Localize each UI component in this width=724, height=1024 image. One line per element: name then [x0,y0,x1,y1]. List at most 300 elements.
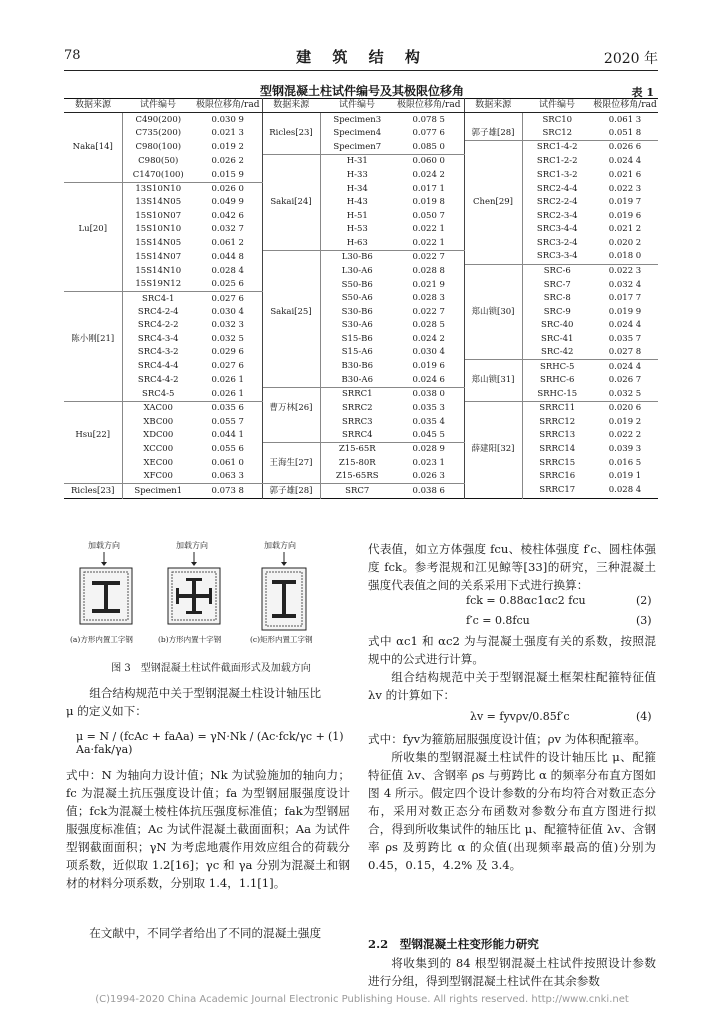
table-cell [262,223,320,236]
table-cell: SRC7 [345,485,370,496]
table-cell: SRRC3 [341,416,373,427]
table-cell: Chen[29] [464,196,522,209]
table-cell: SRC2-2-4 [536,197,578,208]
table-row [64,113,658,127]
table-cell: 0.028 3 [394,292,464,306]
table-cell [262,236,320,250]
equation-4-number: (4) [636,710,652,723]
load-direction-label-a: 加载方向 [88,541,120,550]
table-cell [262,278,320,292]
table-cell: S15-B6 [341,333,373,344]
table-cell: C1470(100) [122,168,194,182]
table-cell: 0.050 7 [394,210,464,223]
table-cell: 0.017 7 [608,293,642,304]
table-caption: 型钢混凝土柱试件编号及其极限位移角 [259,84,464,98]
table-row [64,210,658,223]
table-cell: 0.038 0 [394,388,464,402]
table-cell: S30-A6 [341,320,373,331]
table-cell: 郭子雄[28] [464,127,522,141]
table-cell: Lu[20] [64,223,122,236]
table-cell [464,292,522,306]
table-cell: 0.073 8 [194,484,262,498]
table-cell: 0.026 1 [194,388,262,402]
equation-3: f′c = 0.8fcu [466,614,530,627]
figure-c-label: (c)矩形内置工字钢 [250,635,313,644]
table-cell [464,360,522,374]
table-cell [262,292,320,306]
table-cell [464,182,522,196]
table-cell [464,402,522,416]
table-cell: 0.015 9 [194,168,262,182]
header-rule [64,70,658,71]
table-cell: H-63 [320,236,394,250]
table-cell [262,360,320,374]
table-row [64,292,658,306]
table-row [64,360,658,374]
table-cell: 0.039 3 [608,444,642,455]
table-cell [64,236,122,250]
table-cell [262,388,320,402]
table-row [64,429,658,443]
table-cell: 0.022 3 [608,183,642,194]
table-cell [262,250,320,264]
table-cell: SRC4-3-2 [137,347,179,358]
table-cell: Specimen7 [320,141,394,155]
table-cell: SRC4-1 [142,293,175,304]
table-cell: 0.032 3 [194,319,262,332]
table-cell: 0.035 4 [394,415,464,428]
paragraph-strength-values: 代表值，如立方体强度 fcu、棱柱体强度 f′c、圆柱体强度 fck。参考混规和江见鲸等[33]的研究，三种混凝土强度代表值之间的关系采用下式进行换算： [368,542,656,592]
table-cell [262,470,320,484]
table-cell: SRC4-3-4 [137,333,179,344]
table-header-cell: 数据来源 [262,99,320,113]
figure-caption: 图 3 型钢混凝土柱试件截面形式及加载方向 [111,663,311,674]
table-cell: XCC00 [143,444,174,455]
table-header-cell: 试件编号 [522,99,592,113]
table-cell [64,278,122,292]
table-cell: 0.055 7 [194,415,262,428]
table-cell: 0.028 4 [608,485,642,496]
table-cell: SRC3-4-4 [536,224,578,235]
table-cell [64,210,122,223]
table-cell: SRC-41 [541,333,574,344]
table-cell: 0.028 9 [394,443,464,457]
table-cell: Naka[14] [64,141,122,155]
table-cell: XFC00 [122,470,194,484]
table-row [64,374,658,388]
table-cell: XDC00 [143,430,174,441]
table-cell: Specimen1 [134,485,183,496]
table-row [64,415,658,428]
paragraph-axial-ratio-def: μ 的定义如下： [66,704,147,718]
table-cell: 0.030 4 [194,306,262,319]
table-cell: Z15-65R [338,444,376,455]
table-cell: 0.026 3 [394,470,464,484]
table-cell: 0.032 4 [608,279,642,290]
table-cell: SRC1-4-2 [536,142,578,153]
table-cell: 0.042 6 [194,210,262,223]
table-cell [64,415,122,428]
table-cell: 13S10N10 [135,184,182,195]
table-cell [262,155,320,169]
table-cell: 13S14N05 [135,197,182,208]
table-cell: 郭子雄[28] [262,484,320,498]
table-cell: 0.023 1 [394,457,464,470]
table-cell: 0.078 5 [394,113,464,127]
table-cell [464,333,522,346]
table-cell: 曹万林[26] [262,402,320,416]
table-cell: Specimen3 [333,114,382,125]
table-cell: C490(200) [135,114,182,125]
table-cell [64,388,122,402]
table-cell: Specimen4 [333,128,382,139]
table-cell [464,415,522,428]
table-cell [464,250,522,264]
table-cell: 0.019 2 [194,141,262,155]
table-cell: 0.028 8 [394,264,464,278]
table-row [64,333,658,346]
table-cell: Z15-80R [338,457,376,468]
table-cell: 0.027 6 [194,360,262,374]
paragraph-symbols-1: 式中：N 为轴向力设计值；Nk 为试验施加的轴向力；fc 为混凝土抗压强度设计值；fa 为型钢屈服强度设计值；fck为混凝土棱柱体抗压强度标准值；fak为型钢屈服强度标准值；Ac 为试件混凝土截面面积；Aa 为试件型钢截面面积；γN 为考虑地震作用效应组合的荷载分项系数，近似取 1.2[16]；γc 和 γa 分别为混凝土和钢材的材料分项系数，分别取 1.4，1.1[1]。 [66,768,350,890]
table-cell: 0.024 4 [608,156,642,166]
table-cell: 0.026 0 [194,182,262,196]
table-cell: 0.019 8 [394,196,464,209]
table-row [64,346,658,360]
table-cell: 0.026 7 [608,375,642,386]
table-cell [64,470,122,484]
table-cell [64,402,122,416]
table-header-cell: 试件编号 [122,99,194,113]
table-cell: SRRC4 [320,429,394,443]
table-cell: SRRC12 [539,416,576,427]
table-cell: SRC12 [522,127,592,141]
table-cell: B30-B6 [341,361,374,372]
table-cell: SRRC11 [539,403,576,414]
table-cell: SRHC-5 [540,361,575,372]
table-cell: 0.018 0 [592,250,658,264]
table-cell: 0.030 4 [394,346,464,360]
table-cell [64,346,122,360]
table-cell: 0.026 1 [194,374,262,388]
specimen-table [64,98,658,499]
table-row [64,127,658,141]
equation-2: fck = 0.88αc1αc2 fcu [466,594,586,607]
table-cell: 15S14N05 [135,237,182,248]
table-cell: 0.026 6 [608,142,642,153]
equation-4: λv = fyvρv/0.85f′c [470,710,570,723]
table-label: 表 1 [631,86,654,99]
figure-b-square-cross-steel [158,540,222,644]
table-cell: XBC00 [143,416,174,427]
table-row [64,484,658,498]
table-cell: Z15-65RS [320,470,394,484]
table-cell: SRC-6 [543,265,571,276]
table-cell: S15-A6 [341,347,373,358]
table-row [64,196,658,209]
table-cell [464,457,522,470]
table-cell: 0.026 2 [194,155,262,169]
equation-2-number: (2) [636,594,652,607]
equation-1: μ = N / (fcAc + faAa) = γN·Nk / (Ac·fck/γc + Aa·fak/γa) [76,730,325,756]
table-cell [262,168,320,182]
table-cell [464,113,522,127]
table-header-cell: 极限位移角/rad [194,99,262,113]
table-cell: 0.019 2 [608,416,642,427]
table-row [64,470,658,484]
table-cell: 0.020 2 [608,237,642,248]
table-cell: S50-B6 [341,279,373,290]
table-cell: 0.024 2 [394,333,464,346]
table-cell [64,168,122,182]
table-row [64,168,658,182]
figure-a-square-i-steel [70,540,133,644]
table-row [64,236,658,250]
table-cell: SRRC15 [539,457,576,468]
table-cell [64,319,122,332]
table-cell: 0.022 7 [394,306,464,319]
section-figure [66,538,346,650]
table-cell [64,306,122,319]
table-cell [64,457,122,470]
table-cell: 郑山锁[30] [464,306,522,319]
table-header-cell: 试件编号 [320,99,394,113]
table-cell: B30-A6 [320,374,394,388]
table-cell [464,484,522,498]
table-cell [64,127,122,141]
load-direction-label-c: 加载方向 [264,541,296,550]
table-cell: 0.022 3 [608,265,642,276]
table-cell: XAC00 [143,403,173,414]
table-cell [262,429,320,443]
table-cell [464,278,522,292]
table-cell [64,196,122,209]
table-cell: SRC2-4-4 [536,183,578,194]
paragraph-axial-ratio-intro: 组合结构规范中关于型钢混凝土柱设计轴压比 [89,686,322,700]
table-cell: 0.019 7 [608,197,642,208]
table-row [64,278,658,292]
table-cell: SRRC13 [539,430,576,441]
table-header-cell: 极限位移角/rad [394,99,464,113]
table-cell: 0.025 6 [194,278,262,292]
table-cell [464,236,522,250]
table-cell: 0.027 8 [592,346,658,360]
table-cell [262,210,320,223]
table-cell [464,470,522,484]
table-cell: 0.035 7 [608,333,642,344]
table-cell: 0.060 0 [394,155,464,169]
table-cell: 0.019 6 [608,210,642,221]
table-row [64,457,658,470]
table-cell: 0.049 9 [194,196,262,209]
table-cell [464,388,522,402]
table-cell: 0.019 6 [394,360,464,374]
table-cell: S30-B6 [341,307,373,318]
table-row [64,319,658,332]
table-cell: 0.044 8 [194,250,262,264]
table-cell: L30-A6 [341,265,373,276]
paragraph-strength-intro: 在文献中，不同学者给出了不同的混凝土强度 [89,926,322,940]
figure-b-label: (b)方形内置十字钢 [158,635,222,644]
table-cell: H-31 [346,156,368,167]
table-cell [262,141,320,155]
table-cell: 15S14N10 [135,265,182,276]
table-cell [262,264,320,278]
table-cell: 0.019 1 [608,471,642,482]
table-cell: 0.020 6 [608,403,642,414]
table-cell: SRC2-3-4 [536,210,578,221]
table-cell [262,374,320,388]
table-cell: SRC3-3-4 [522,250,592,264]
table-cell: SRC4-5 [122,388,194,402]
table-cell: 0.021 3 [194,127,262,141]
table-cell: 0.024 4 [608,361,642,372]
table-cell [464,210,522,223]
table-cell [64,113,122,127]
table-header-cell: 数据来源 [64,99,122,113]
paragraph-symbols-2: 式中：fyv为箍筋屈服强度设计值；ρv 为体积配箍率。 [368,732,646,746]
table-cell: C980(100) [135,142,182,153]
table-cell [262,319,320,332]
table-cell: H-53 [346,224,368,235]
table-cell: 0.024 4 [608,320,642,331]
table-cell: 0.019 9 [608,307,642,318]
table-cell: 0.045 5 [394,429,464,443]
load-direction-label-b: 加载方向 [176,541,208,550]
table-cell: 0.085 0 [394,141,464,155]
table-cell: Ricles[23] [262,127,320,141]
table-cell [64,292,122,306]
table-cell: H-33 [346,169,368,180]
page-number: 78 [64,48,81,63]
figure-c-rect-i-steel [250,540,313,644]
table-row [64,223,658,236]
table-cell: 0.028 5 [394,319,464,332]
section-heading-2-2: 2.2 型钢混凝土柱变形能力研究 [368,937,539,951]
table-header-cell: 数据来源 [464,99,522,113]
table-cell: 0.029 6 [194,346,262,360]
table-cell: SRC4-4-4 [137,361,179,372]
table-cell: 0.022 1 [394,223,464,236]
table-cell: 王海生[27] [262,457,320,470]
table-cell: 郑山锁[31] [464,374,522,388]
table-cell: SRC-40 [541,320,574,331]
table-cell: SRC4-2-2 [137,320,179,331]
table-cell: 15S19N12 [122,278,194,292]
table-cell [262,182,320,196]
table-cell: 0.035 3 [394,402,464,416]
table-cell [464,155,522,169]
journal-title: 建 筑 结 构 [296,48,428,66]
table-cell: SRC4-2-4 [137,307,179,318]
table-cell: XEC00 [143,457,174,468]
table-cell: 0.022 7 [394,250,464,264]
table-cell: 15S10N07 [135,210,182,221]
table-cell: 0.032 5 [194,333,262,346]
table-row [64,264,658,278]
table-row [64,182,658,196]
table-cell: 0.032 5 [592,388,658,402]
table-cell: 0.051 8 [592,127,658,141]
table-cell [464,346,522,360]
table-cell: 0.022 2 [608,430,642,441]
table-cell: SRC-9 [543,307,571,318]
table-cell: 15S14N07 [135,251,182,262]
table-cell: H-43 [346,197,368,208]
issue-year: 2020 年 [603,51,658,67]
table-cell: S50-A6 [341,293,373,304]
table-cell: SRHC-15 [522,388,592,402]
table-cell: SRHC-6 [540,375,575,386]
table-cell [464,429,522,443]
paragraph-grouping: 将收集到的 84 根型钢混凝土柱试件按照设计参数进行分组，得到型钢混凝土柱试件在其余参数 [368,956,656,988]
table-row [64,402,658,416]
table-cell: 0.028 4 [194,264,262,278]
table-cell: SRC1-2-2 [536,156,578,166]
table-header-cell: 极限位移角/rad [592,99,658,113]
table-cell: 0.077 6 [394,127,464,141]
table-cell: 0.055 6 [194,443,262,457]
table-cell: 0.038 6 [394,484,464,498]
table-cell: H-34 [346,183,368,194]
table-cell: Hsu[22] [64,429,122,443]
table-cell: 0.021 6 [608,169,642,180]
table-cell: SRRC16 [539,471,576,482]
table-cell: SRRC17 [539,485,576,496]
table-cell: 0.063 3 [194,470,262,484]
table-cell [464,319,522,332]
table-row [64,155,658,169]
table-cell [64,360,122,374]
figure-a-label: (a)方形内置工字钢 [70,635,133,644]
table-cell: 0.032 7 [194,223,262,236]
table-cell: SRC-7 [543,279,571,290]
table-cell: Sakai[24] [262,196,320,209]
table-cell: SRRC14 [539,444,576,455]
paragraph-alpha-coeff: 式中 αc1 和 αc2 为与混凝土强度有关的系数，按照混规中的公式进行计算。 [368,634,656,666]
paragraph-distribution: 所收集的型钢混凝土柱试件的设计轴压比 μ、配箍特征值 λv、含钢率 ρs 与剪跨比 α 的频率分布直方图如图 4 所示。假定四个设计参数的分布均符合对数正态分布，采用对数正态分布函数对参数分布直方图进行拟合，得到所收集试件的轴压比 μ、配箍特征值 λv、含钢率 ρs 及剪跨比 α 的众值(出现频率最高的值)分别为 0.45，0.15，4.2% 及 3.4。 [368,750,656,872]
table-cell: 0.061 0 [194,457,262,470]
table-cell: SRC-8 [543,293,571,304]
equation-3-number: (3) [636,614,652,627]
table-cell: 0.061 3 [608,114,642,125]
table-cell [464,264,522,278]
table-cell [64,264,122,278]
table-row [64,306,658,319]
table-cell [262,113,320,127]
table-cell: 0.027 6 [194,292,262,306]
table-cell [464,141,522,155]
table-cell [262,443,320,457]
table-row [64,141,658,155]
table-cell: 0.030 9 [194,113,262,127]
table-cell: SRC10 [542,114,573,125]
table-cell [464,223,522,236]
table-cell: 0.021 2 [608,224,642,235]
table-cell: 0.017 1 [394,182,464,196]
table-cell [64,182,122,196]
table-cell [64,155,122,169]
table-cell: 0.021 9 [394,278,464,292]
equation-1-number: (1) [328,730,344,743]
table-cell [262,346,320,360]
table-cell: 0.024 6 [394,374,464,388]
table-cell: 陈小刚[21] [64,333,122,346]
paragraph-stirrup-intro: 组合结构规范中关于型钢混凝土框架柱配箍特征值 λv 的计算如下： [368,670,656,702]
table-cell: 0.035 6 [194,402,262,416]
table-cell: 15S10N10 [135,224,182,235]
table-cell: Sakai[25] [262,306,320,319]
